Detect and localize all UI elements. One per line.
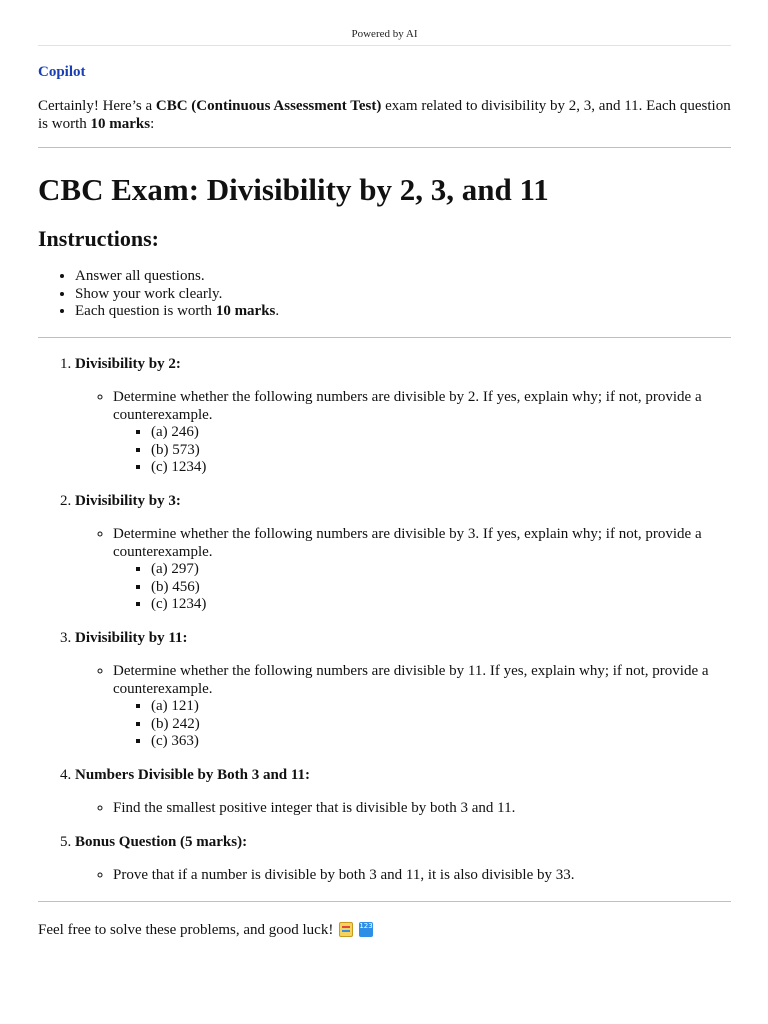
question-title: Numbers Divisible by Both 3 and 11: bbox=[75, 766, 311, 783]
notebook-icon bbox=[339, 922, 353, 937]
question-prompt-list bbox=[75, 663, 731, 751]
instruction-text: Each question is worth bbox=[75, 303, 216, 319]
footer-text: Feel free to solve these problems, and good luck! bbox=[38, 921, 334, 938]
intro-end: : bbox=[150, 116, 155, 132]
question-prompt-text: Determine whether the following numbers are divisible by 11. If yes, explain why; if not, provide a counterexample. bbox=[113, 663, 709, 697]
question-options bbox=[113, 698, 731, 751]
question-option: ▪ (b) 456) bbox=[151, 579, 731, 597]
question-prompt: ◦ Prove that if a number is divisible by both 3 and 11, it is also divisible by 33. bbox=[113, 867, 731, 885]
question-option: ▪ (a) 297) bbox=[151, 561, 731, 579]
question-prompt-list bbox=[75, 526, 731, 614]
question-item bbox=[75, 630, 731, 751]
powered-by-label: Powered by AI bbox=[351, 28, 418, 40]
question-item bbox=[75, 767, 731, 818]
instruction-item bbox=[75, 303, 731, 321]
numbers-icon: 1234 bbox=[359, 922, 373, 937]
questions-list bbox=[38, 356, 731, 885]
intro-mid: exam related to divisibility by 2, 3, and 11. Each question is worth bbox=[38, 98, 731, 132]
question-title: Divisibility by 11: bbox=[75, 629, 188, 646]
footer-message bbox=[38, 921, 731, 939]
question-prompt bbox=[113, 526, 731, 614]
instruction-end: . bbox=[275, 303, 280, 319]
question-prompt-text: Determine whether the following numbers are divisible by 3. If yes, explain why; if not, provide a counterexample. bbox=[113, 526, 702, 560]
instruction-item: • Answer all questions. bbox=[75, 268, 731, 286]
question-prompt-list bbox=[75, 867, 731, 885]
page bbox=[38, 0, 731, 939]
question-option: ▪ (b) 242) bbox=[151, 716, 731, 734]
question-title: Divisibility by 2: bbox=[75, 355, 181, 372]
question-prompt-list bbox=[75, 389, 731, 477]
question-prompt-text: Determine whether the following numbers are divisible by 2. If yes, explain why; if not, provide a counterexample. bbox=[113, 389, 702, 423]
intro-bold-test: CBC (Continuous Assessment Test) bbox=[155, 98, 382, 114]
question-title: Divisibility by 3: bbox=[75, 492, 181, 509]
question-item bbox=[75, 493, 731, 614]
divider-1 bbox=[38, 147, 731, 148]
question-option: ▪ (a) 246) bbox=[151, 424, 731, 442]
question-option: ▪ (c) 363) bbox=[151, 733, 731, 751]
question-prompt bbox=[113, 389, 731, 477]
question-option: ▪ (b) 573) bbox=[151, 442, 731, 460]
question-option: ▪ (c) 1234) bbox=[151, 459, 731, 477]
question-item bbox=[75, 356, 731, 477]
question-item bbox=[75, 834, 731, 885]
divider-2 bbox=[38, 337, 731, 338]
exam-title: CBC Exam: Divisibility by 2, 3, and 11 bbox=[38, 172, 549, 207]
question-option: ▪ (c) 1234) bbox=[151, 596, 731, 614]
question-option: ▪ (a) 121) bbox=[151, 698, 731, 716]
question-prompt-list bbox=[75, 800, 731, 818]
assistant-name: Copilot bbox=[38, 64, 86, 80]
question-options bbox=[113, 424, 731, 477]
instructions-list bbox=[38, 268, 731, 321]
intro-before: Certainly! Here’s a bbox=[38, 98, 156, 114]
question-title: Bonus Question (5 marks): bbox=[75, 833, 248, 850]
question-prompt: ◦ Find the smallest positive integer that is divisible by both 3 and 11. bbox=[113, 800, 731, 818]
instruction-bold: 10 marks bbox=[215, 303, 276, 319]
instruction-item: • Show your work clearly. bbox=[75, 286, 731, 304]
question-options bbox=[113, 561, 731, 614]
intro-bold-marks: 10 marks bbox=[90, 116, 151, 132]
instructions-heading: Instructions: bbox=[38, 226, 160, 251]
intro-text bbox=[38, 97, 731, 133]
divider-3 bbox=[38, 901, 731, 902]
question-prompt bbox=[113, 663, 731, 751]
top-divider bbox=[38, 45, 731, 46]
